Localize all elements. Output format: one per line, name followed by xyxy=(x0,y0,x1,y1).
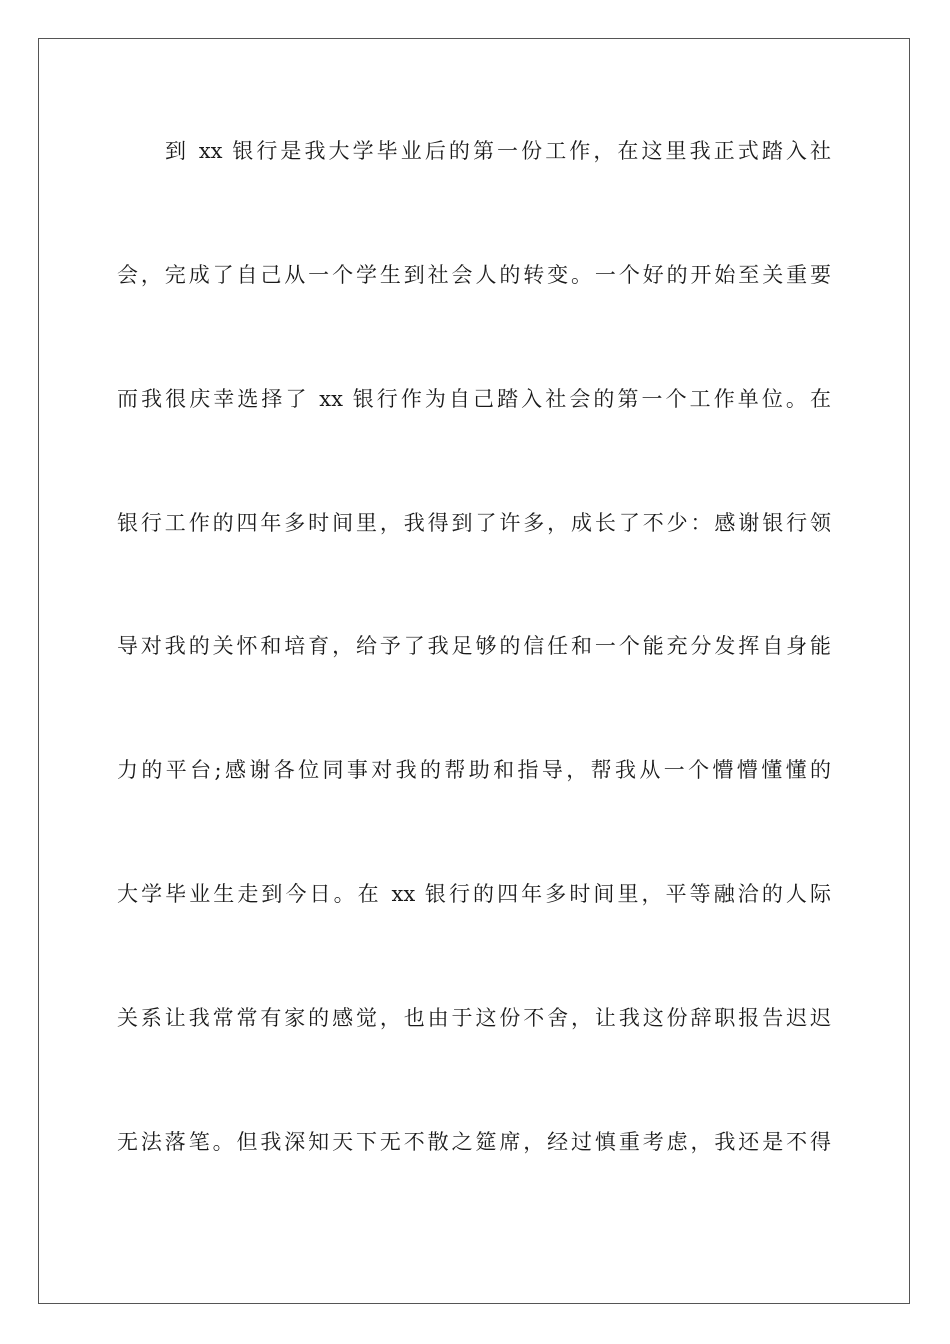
paragraph-line-9: 无法落笔。但我深知天下无不散之筵席，经过慎重考虑，我还是不得 xyxy=(117,1130,831,1154)
paragraph-line-6: 力的平台;感谢各位同事对我的帮助和指导，帮我从一个懵懵懂懂的 xyxy=(117,758,831,782)
document-page xyxy=(38,38,910,1304)
paragraph-line-5: 导对我的关怀和培育，给予了我足够的信任和一个能充分发挥自身能 xyxy=(117,634,831,658)
paragraph-line-1: 到 xx 银行是我大学毕业后的第一份工作，在这里我正式踏入社 xyxy=(165,139,831,163)
paragraph-line-7: 大学毕业生走到今日。在 xx 银行的四年多时间里，平等融洽的人际 xyxy=(117,882,831,906)
paragraph-line-4: 银行工作的四年多时间里，我得到了许多，成长了不少：感谢银行领 xyxy=(117,511,831,535)
paragraph-line-3: 而我很庆幸选择了 xx 银行作为自己踏入社会的第一个工作单位。在 xyxy=(117,387,831,411)
paragraph-line-8: 关系让我常常有家的感觉，也由于这份不舍，让我这份辞职报告迟迟 xyxy=(117,1006,831,1030)
paragraph-line-2: 会，完成了自己从一个学生到社会人的转变。一个好的开始至关重要 xyxy=(117,263,831,287)
